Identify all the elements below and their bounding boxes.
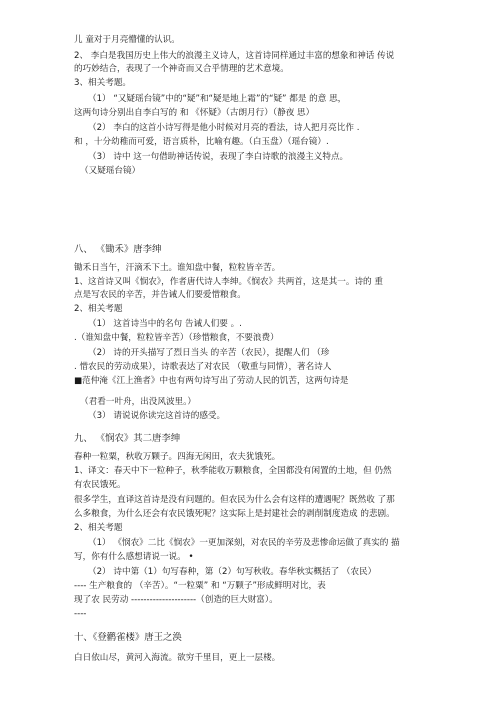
question-line: （3） 诗中 这一句借助神话传说，表现了李白诗歌的浪漫主义特点。 bbox=[88, 152, 349, 162]
text-line: 2、 李白是我国历史上伟大的浪漫主义诗人，这首诗同样通过丰富的想象和神话 传说 bbox=[74, 51, 395, 61]
text-line: 点是写农民的辛苦，并告诫人们要爱惜粮食。 bbox=[74, 290, 246, 300]
text-line: 有农民饿死。 bbox=[74, 480, 126, 490]
text-line: 1、译文：春天中下一粒种子，秋季能收万颗粮食，全国都没有闲置的土地，但 仍然 bbox=[74, 466, 392, 476]
text-line: 这两句诗分别出自李白写的 和 《怀疑》（古朗月行）（静夜 思） bbox=[74, 108, 315, 118]
poem-line: 锄禾日当午，汗滴禾下土。谁知盘中餐，粒粒皆辛苦。 bbox=[74, 263, 281, 273]
text-line: . 惜农民的劳动成果），诗歌表达了对农民 （敬重与同情），著名诗人 bbox=[74, 362, 332, 372]
answer-line: .（谁知盘中餐，粒粒皆辛苦）（珍惜粮食，不要浪费） bbox=[74, 333, 279, 343]
text-line: 和 ，十分幼稚而可爱，语言质朴，比喻有趣。（白玉盘）（瑶台镜）. bbox=[74, 137, 329, 147]
poem-line: 春种一粒粟，秋收万颗子。四海无闲田，农夫犹饿死。 bbox=[74, 452, 281, 462]
question-line: （1） 《悯农》二比《悯农》一更加深刻，对农民的辛劳及悲惨命运做了真实的 描 bbox=[88, 538, 400, 548]
text-line: 2、相关考题 bbox=[74, 523, 123, 533]
text-line: 的巧妙结合，表现了一个神奇而又合乎情理的艺术意境。 bbox=[74, 64, 289, 74]
text-line: ■范仲淹《江上渔者》中也有两句诗写出了劳动人民的饥苦，这两句诗是 bbox=[74, 376, 349, 386]
text-line: 儿 童对于月亮懵懂的认识。 bbox=[74, 35, 180, 45]
text-line: ---- bbox=[74, 609, 87, 619]
question-line: （1） “又疑瑶台镜”中的“疑”和“疑是地上霜”的“疑” 都是 的意 思， bbox=[88, 94, 347, 104]
text-line: 么多粮食，为什么还会有农民饿死呢？这实际上是封建社会的剥削制度造成 的悲剧。 bbox=[74, 509, 395, 519]
section-heading-9: 九、 《悯农》其二唐李绅 bbox=[74, 433, 181, 444]
poem-line: 白日依山尽，黄河入海流。欲穷千里目，更上一层楼。 bbox=[74, 653, 281, 663]
text-line: ---- 生产粮食的 （辛苦）。“一粒粟” 和 “万颗子”形成鲜明对比，表 bbox=[74, 581, 326, 591]
text-line: 2、相关考题 bbox=[74, 304, 123, 314]
question-line: （2） 李白的这首小诗写得是他小时候对月亮的看法，诗人把月亮比作 . bbox=[88, 123, 360, 133]
section-heading-10: 十、《登鹳雀楼》唐王之涣 bbox=[74, 632, 182, 643]
question-line: （3） 请说说你读完这首诗的感受。 bbox=[88, 411, 226, 421]
text-line: 现了农 民劳动 ---------------------（创造的巨大财富）。 bbox=[74, 595, 278, 605]
text-line: 很多学生，直译这首诗是没有问题的。但农民为什么会有这样的遭遇呢？既然收 了那 bbox=[74, 495, 395, 505]
text-line: 写，你有什么感想请说一说。 • bbox=[74, 552, 194, 562]
text-line: 1、这首诗又叫《悯农》，作者唐代诗人李绅。《悯农》共两首，这是其一。诗的 重 bbox=[74, 277, 383, 287]
question-line: （2） 诗中第（1）句写春种，第（2）句写秋收。春华秋实概括了 （农民） bbox=[88, 567, 377, 577]
answer-line: （又疑瑶台镜） bbox=[80, 166, 141, 176]
answer-line: （君看一叶舟，出没风波里。） bbox=[80, 397, 197, 407]
text-line: 3、相关考题。 bbox=[74, 78, 132, 88]
question-line: （1） 这首诗当中的名句 告诫人们要 。. bbox=[88, 319, 242, 329]
section-heading-8: 八、 《锄禾》唐李绅 bbox=[74, 244, 162, 255]
question-line: （2） 诗的开头描写了烈日当头 的辛苦（农民），提醒人们 （珍 bbox=[88, 348, 330, 358]
